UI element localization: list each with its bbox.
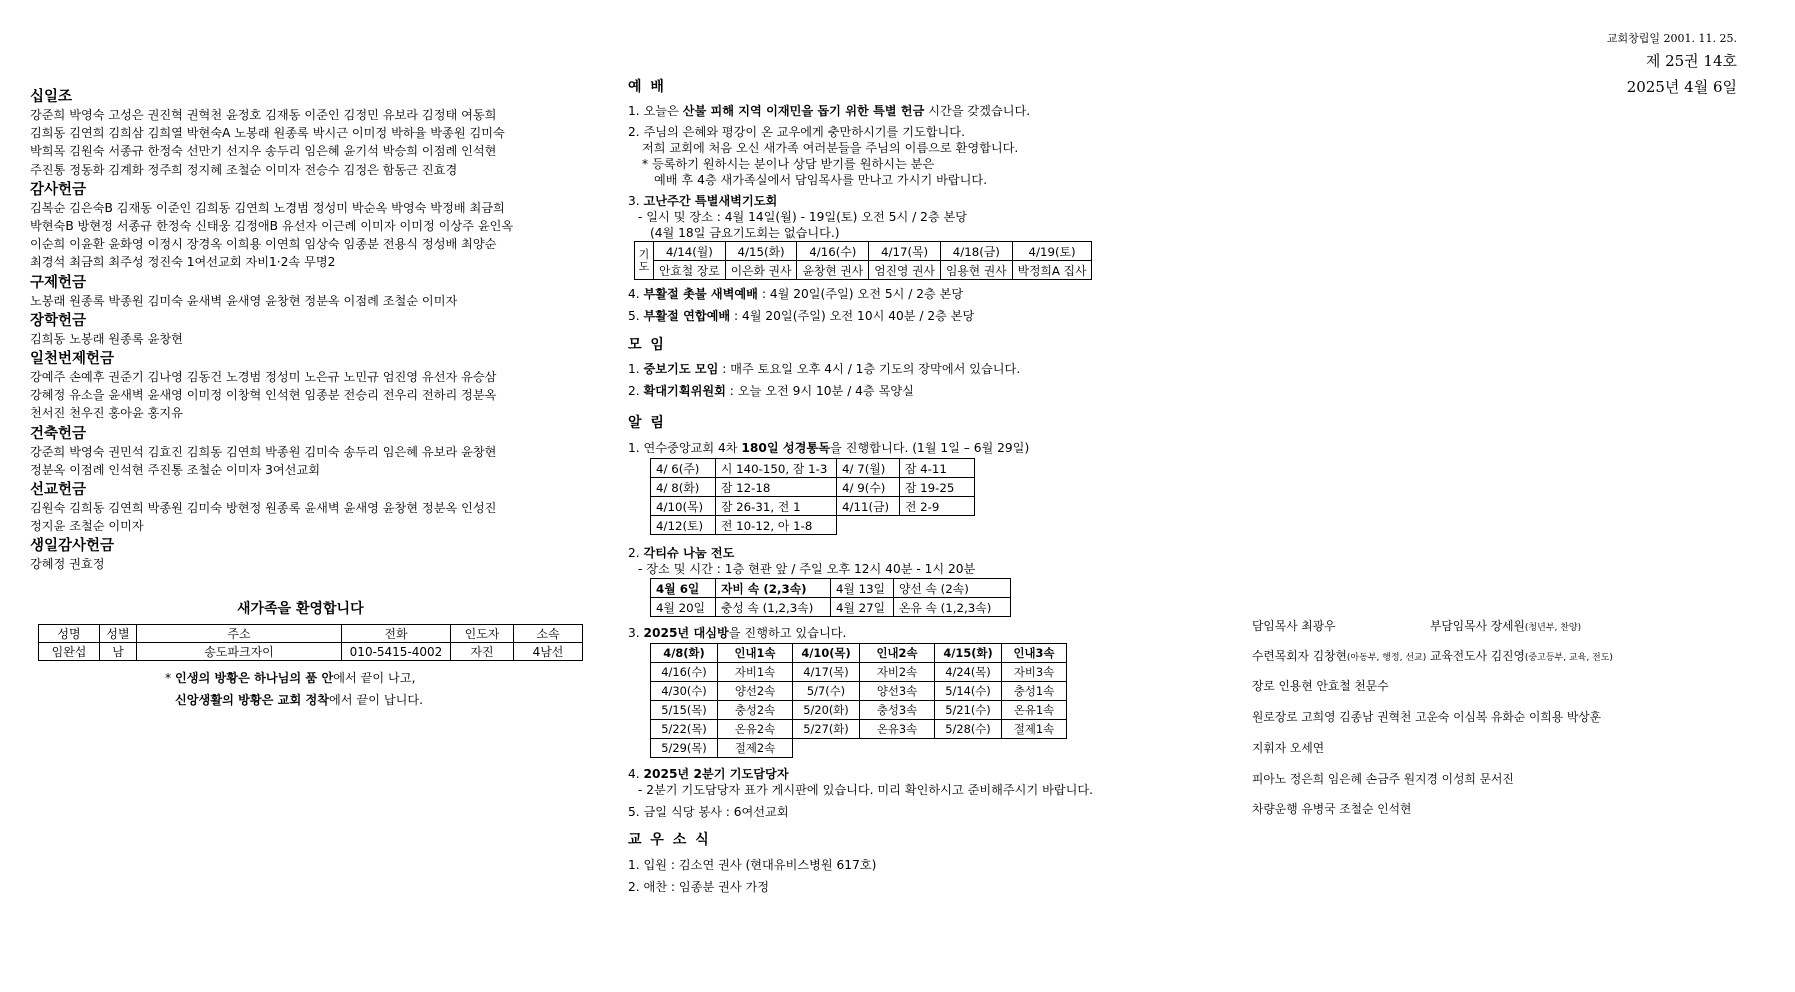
offering-title: 구제헌금 (30, 274, 87, 291)
news-item-2: 2. 각티슈 나눔 전도 (628, 546, 735, 560)
tissue-evangelism-table (650, 578, 1011, 617)
cell: 5/7(수) (793, 682, 860, 701)
section-title-news: 알 림 (628, 415, 666, 431)
cell: 4/15(화) (935, 644, 1002, 663)
cell: 절제2속 (718, 739, 793, 758)
col-gender: 성별 (100, 625, 137, 643)
cell: 4/16(수) (797, 242, 869, 261)
staff-conductor: 지휘자 오세연 (1252, 741, 1325, 755)
worship-item-5: 5. 부활절 연합예배 : 4월 20일(주일) 오전 10시 40분 / 2층 본당 (628, 309, 975, 323)
col-address: 주소 (137, 625, 342, 643)
church-news-item-2: 2. 애찬 : 임종분 권사 가정 (628, 880, 770, 894)
worship-item-3-line-2: - 일시 및 장소 : 4월 14일(월) - 19일(토) 오전 5시 / 2층 본당 (638, 210, 968, 224)
meeting-item-2: 2. 확대기획위원회 : 오늘 오전 9시 10분 / 4층 목양실 (628, 384, 914, 398)
offering-names: 김희동 노봉래 원종록 윤창현 (30, 331, 183, 346)
cell: 4/10(목) (793, 644, 860, 663)
cell: 자비 속 (2,3속) (716, 579, 831, 598)
staff-education: 교육전도사 김진영(중고등부, 교육, 전도) (1430, 649, 1613, 663)
cell: 4월 20일 (651, 598, 716, 617)
cell: 4/10(목) (651, 497, 716, 516)
table-row (39, 643, 583, 661)
visitation-row (651, 663, 1067, 682)
cell: 엄진영 권사 (869, 261, 941, 280)
section-title-church-news: 교 우 소 식 (628, 832, 711, 848)
worship-item-3: 3. 고난주간 특별새벽기도회 (628, 194, 778, 208)
cell (860, 739, 935, 758)
cell: 4/12(토) (651, 516, 716, 535)
cell: 4/15(화) (725, 242, 797, 261)
cell: 자진 (451, 643, 514, 661)
cell: 4/ 8(화) (651, 478, 716, 497)
col-name: 성명 (39, 625, 100, 643)
cell: 잠 12-18 (716, 478, 837, 497)
cell: 온유 속 (1,2,3속) (894, 598, 1011, 617)
cell: 자비3속 (1002, 663, 1067, 682)
staff-elders: 장로 인용현 안효철 천문수 (1252, 679, 1389, 693)
volume-number: 제 25권 14호 (1645, 52, 1737, 70)
cell: 전 10-12, 아 1-8 (716, 516, 837, 535)
cell: 4/17(목) (793, 663, 860, 682)
offering-names: 천서진 천우진 홍아윤 홍지유 (30, 406, 183, 421)
cell: 송도파크자이 (137, 643, 342, 661)
staff-retired-elders: 원로장로 고희영 김종남 권혁천 고운숙 이심복 유화순 이희용 박상훈 (1252, 710, 1602, 724)
cell: 전 2-9 (900, 497, 975, 516)
founding-date: 교회창립일 2001. 11. 25. (1606, 32, 1737, 45)
cell (793, 739, 860, 758)
col-group: 소속 (514, 625, 583, 643)
cell (935, 739, 1002, 758)
offering-names: 노봉래 원종록 박종원 김미숙 윤새벽 윤새영 윤창현 정분옥 이점례 조철순 이미자 (30, 293, 458, 308)
cell: 5/29(목) (651, 739, 718, 758)
cell (1002, 739, 1067, 758)
col-guide: 인도자 (451, 625, 514, 643)
offering-names: 강혜정 유소을 윤새벽 윤새영 이미정 이창혁 인석현 임종분 전승리 전우리 전하리 정분옥 (30, 388, 497, 403)
cell: 온유3속 (860, 720, 935, 739)
cell: 4/24(목) (935, 663, 1002, 682)
offering-title: 일천번제헌금 (30, 351, 115, 368)
visitation-row (651, 682, 1067, 701)
cell: 4/ 7(월) (837, 459, 900, 478)
cell: 4월 27일 (831, 598, 894, 617)
worship-item-2-line-3: * 등록하기 원하시는 분이나 상담 받기를 원하시는 분은 (642, 157, 935, 171)
cell: 인내3속 (1002, 644, 1067, 663)
worship-item-2-line-4: 예배 후 4층 새가족실에서 담임목사를 만나고 가시기 바랍니다. (654, 173, 988, 187)
cell (837, 516, 900, 535)
news-item-4-line-2: - 2분기 기도담당자 표가 게시판에 있습니다. 미리 확인하시고 준비해주시기 바랍니다. (638, 783, 1094, 797)
cell: 양선 속 (2속) (894, 579, 1011, 598)
bible-row (651, 478, 975, 497)
offering-names: 강혜정 권효정 (30, 557, 105, 572)
news-item-1: 1. 연수중앙교회 4차 180일 성경통독을 진행합니다. (1월 1일 – 6월 29일) (628, 441, 1030, 455)
welcome-note-1: * 인생의 방황은 하나님의 품 안에서 끝이 나고, (165, 671, 416, 685)
cell: 5/14(수) (935, 682, 1002, 701)
bible-reading-table (650, 458, 975, 535)
cell: 010-5415-4002 (342, 643, 451, 661)
cell: 4/19(토) (1012, 242, 1092, 261)
cell: 충성3속 (860, 701, 935, 720)
staff-pianists: 피아노 정은희 임은혜 손금주 원지경 이성희 문서진 (1252, 772, 1514, 786)
cell: 자비1속 (718, 663, 793, 682)
news-item-5: 5. 금일 식당 봉사 : 6여선교회 (628, 805, 789, 819)
offerings-list (30, 86, 590, 574)
cell: 충성1속 (1002, 682, 1067, 701)
prayer-people-row (635, 261, 1092, 280)
cell: 4/ 6(주) (651, 459, 716, 478)
offering-title: 장학헌금 (30, 312, 87, 329)
cell: 5/21(수) (935, 701, 1002, 720)
staff-senior: 담임목사 최광우 (1252, 619, 1336, 633)
cell: 임용현 권사 (940, 261, 1012, 280)
cell: 양선2속 (718, 682, 793, 701)
offering-title: 십일조 (30, 89, 73, 105)
offering-names: 최경석 최금희 최주성 정진숙 1여선교회 자비1·2속 무명2 (30, 255, 336, 270)
news-item-2-line-2: - 장소 및 시간 : 1층 현관 앞 / 주일 오후 12시 40분 - 1시 20분 (638, 562, 976, 576)
cell: 절제1속 (1002, 720, 1067, 739)
cell: 4/17(목) (869, 242, 941, 261)
new-family-table (38, 624, 583, 661)
visitation-row (651, 739, 1067, 758)
bulletin-date: 2025년 4월 6일 (1626, 78, 1737, 96)
cell: 5/22(목) (651, 720, 718, 739)
cell: 5/28(수) (935, 720, 1002, 739)
bible-row (651, 459, 975, 478)
section-title-worship: 예 배 (628, 79, 666, 95)
bible-row (651, 497, 975, 516)
prayer-schedule-table (634, 241, 1092, 280)
cell: 인내2속 (860, 644, 935, 663)
cell: 인내1속 (718, 644, 793, 663)
worship-item-2: 2. 주님의 은혜와 평강이 온 교우에게 충만하시기를 기도합니다. (628, 125, 965, 139)
offering-names: 강예주 손예후 권준기 김나영 김동건 노경범 정성미 노은규 노민규 엄진영 유선자 유승삼 (30, 370, 497, 385)
offering-names: 강준희 박영숙 권민석 김효진 김희동 김연희 박종원 김미숙 송두리 임은혜 유보라 윤창현 (30, 444, 497, 459)
snack-row (651, 579, 1011, 598)
bible-row (651, 516, 975, 535)
cell: 잠 26-31, 전 1 (716, 497, 837, 516)
cell: 충성2속 (718, 701, 793, 720)
offering-names: 주진통 정동화 김계화 정주희 정지혜 조철순 이미자 전승수 김정은 함동근 진효경 (30, 162, 458, 177)
worship-item-1: 1. 오늘은 산불 피해 지역 이재민을 돕기 위한 특별 헌금 시간을 갖겠습니다. (628, 104, 1031, 118)
news-item-3: 3. 2025년 대심방을 진행하고 있습니다. (628, 626, 847, 640)
staff-associate: 부담임목사 장세원(청년부, 찬양) (1430, 619, 1582, 633)
cell: 4/14(월) (654, 242, 726, 261)
announcements (628, 76, 1248, 895)
col-phone: 전화 (342, 625, 451, 643)
offering-title: 감사헌금 (30, 181, 87, 198)
offering-names: 김원숙 김희동 김연희 박종원 김미숙 방현정 원종록 윤새벽 윤새영 윤창현 정분옥 인성진 (30, 501, 497, 516)
offering-names: 김희동 김연희 김희삼 김희열 박현숙A 노봉래 원종록 박시근 이미정 박하율 박종원 김미숙 (30, 126, 505, 141)
offering-title: 건축헌금 (30, 425, 87, 442)
cell: 잠 19-25 (900, 478, 975, 497)
cell: 4/8(화) (651, 644, 718, 663)
visitation-row (651, 644, 1067, 663)
cell: 온유1속 (1002, 701, 1067, 720)
cell: 윤창현 권사 (797, 261, 869, 280)
cell: 안효철 장로 (654, 261, 726, 280)
visitation-table (650, 643, 1067, 758)
cell: 4/11(금) (837, 497, 900, 516)
cell: 5/15(목) (651, 701, 718, 720)
offering-names: 이순희 이윤환 윤화영 이정시 장경옥 이희용 이연희 임상숙 임종분 전용식 정성배 최양순 (30, 237, 497, 252)
new-family-header-row (39, 625, 583, 643)
cell: 4/16(수) (651, 663, 718, 682)
offering-names: 정지윤 조철순 이미자 (30, 519, 144, 534)
cell: 남 (100, 643, 137, 661)
offering-names: 정분옥 이점례 인석현 주진통 조철순 이미자 3여선교회 (30, 462, 321, 477)
cell: 4/30(수) (651, 682, 718, 701)
cell (900, 516, 975, 535)
worship-item-2-line-2: 저희 교회에 처음 오신 새가족 여러분들을 주님의 이름으로 환영합니다. (642, 141, 1019, 155)
offering-names: 강준희 박영숙 고성은 권진혁 권혁천 윤정호 김재동 이준인 김정민 유보라 김정태 여동희 (30, 108, 497, 122)
cell: 5/20(화) (793, 701, 860, 720)
offering-names: 박희목 김원숙 서종규 한정숙 선만기 선지우 송두리 임은혜 윤기석 박승희 이점례 인석현 (30, 144, 497, 159)
cell: 4/18(금) (940, 242, 1012, 261)
cell: 시 140-150, 잠 1-3 (716, 459, 837, 478)
offering-title: 선교헌금 (30, 482, 87, 499)
cell: 양선3속 (860, 682, 935, 701)
prayer-side-label: 기도 (635, 242, 654, 280)
meeting-item-1: 1. 중보기도 모임 : 매주 토요일 오후 4시 / 1층 기도의 장막에서 있습니다. (628, 362, 1021, 376)
cell: 온유2속 (718, 720, 793, 739)
offering-names: 박현숙B 방현정 서종규 한정숙 신태웅 김정애B 유선자 이근례 이미자 이미정 이상주 윤인옥 (30, 219, 514, 234)
staff-trainee: 수련목회자 김창현(아동부, 행정, 선교) (1252, 649, 1427, 663)
staff-drivers: 차량운행 유병국 조철순 인석현 (1252, 802, 1412, 816)
prayer-days-row (635, 242, 1092, 261)
cell: 4월 13일 (831, 579, 894, 598)
church-news-item-1: 1. 입원 : 김소연 권사 (현대유비스병원 617호) (628, 858, 877, 872)
news-item-4: 4. 2025년 2분기 기도담당자 (628, 767, 789, 781)
cell: 임완섭 (39, 643, 100, 661)
snack-row (651, 598, 1011, 617)
worship-item-3-line-3: (4월 18일 금요기도회는 없습니다.) (650, 226, 840, 240)
cell: 4남선 (514, 643, 583, 661)
cell: 자비2속 (860, 663, 935, 682)
worship-item-4: 4. 부활절 촛불 새벽예배 : 4월 20일(주일) 오전 5시 / 2층 본당 (628, 287, 964, 301)
section-title-meetings: 모 임 (628, 337, 666, 353)
visitation-row (651, 720, 1067, 739)
welcome-title: 새가족을 환영합니다 (237, 601, 364, 617)
welcome-note-2: 신앙생활의 방황은 교회 정착에서 끝이 납니다. (175, 693, 424, 707)
cell: 4/ 9(수) (837, 478, 900, 497)
visitation-row (651, 701, 1067, 720)
cell: 4월 6일 (651, 579, 716, 598)
cell: 5/27(화) (793, 720, 860, 739)
cell: 잠 4-11 (900, 459, 975, 478)
cell: 박정희A 집사 (1012, 261, 1092, 280)
cell: 충성 속 (1,2,3속) (716, 598, 831, 617)
offering-names: 김복순 김은숙B 김재동 이준인 김희동 김연희 노경범 정성미 박순옥 박영숙 박정배 최금희 (30, 200, 505, 215)
offering-title: 생일감사헌금 (30, 538, 115, 555)
cell: 이은화 권사 (725, 261, 797, 280)
